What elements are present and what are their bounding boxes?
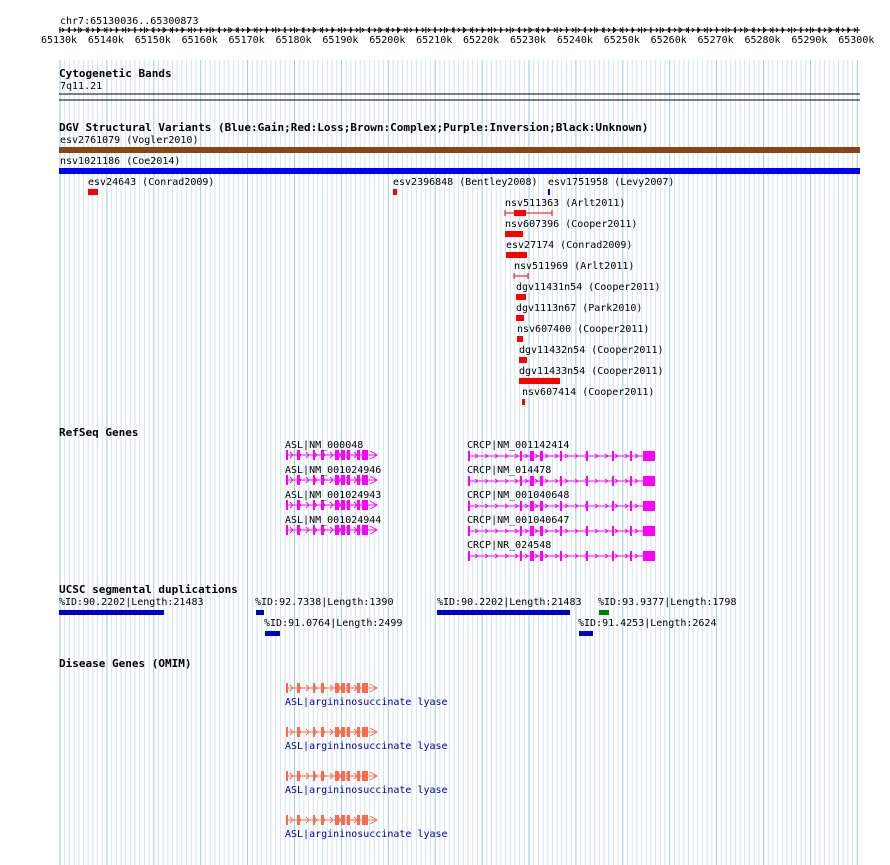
gene-exon (612, 551, 614, 561)
dgv-feature-bar (516, 294, 526, 300)
gene-exon (313, 683, 315, 693)
gene-exon (586, 526, 588, 536)
gene-exon (297, 500, 300, 510)
gene-exon (335, 525, 339, 535)
gene-exon (335, 500, 339, 510)
gene-exon (630, 526, 632, 536)
gene-exon (341, 683, 345, 693)
gene-exon (335, 475, 339, 485)
gene-exon (643, 476, 655, 486)
gene-exon (347, 771, 350, 781)
gene-exon (341, 771, 345, 781)
gene-exon (357, 525, 360, 535)
ruler-tick-label: 65160k (181, 35, 218, 46)
gene-exon (335, 815, 339, 825)
segdup-feature-bar (579, 631, 593, 636)
gene-exon (313, 727, 315, 737)
dgv-feature-label[interactable]: esv1751958 (Levy2007) (548, 177, 675, 188)
gene-exon (560, 501, 562, 511)
refseq-gene-label[interactable]: ASL|NM_001024943 (285, 490, 382, 501)
gene-exon (643, 551, 655, 561)
gene-exon (286, 815, 288, 825)
dgv-feature-bar (59, 147, 860, 153)
gene-exon (297, 727, 300, 737)
segdup-feature-label[interactable]: %ID:91.4253|Length:2624 (578, 618, 717, 629)
refseq-gene-label[interactable]: CRCP|NM_001040648 (467, 490, 570, 501)
dgv-feature-label[interactable]: nsv511363 (Arlt2011) (505, 198, 626, 209)
gene-exon (362, 727, 368, 737)
gene-exon (540, 551, 543, 561)
gene-exon (347, 815, 350, 825)
gene-exon (540, 476, 543, 486)
dgv-feature-bar (519, 378, 560, 384)
gene-exon (297, 815, 300, 825)
gene-exon (286, 683, 288, 693)
position-label: chr7:65130036..65300873 (60, 16, 199, 27)
gene-exon (297, 525, 300, 535)
gene-exon (297, 475, 300, 485)
gene-exon (612, 451, 614, 461)
segdup-feature-label[interactable]: %ID:92.7338|Length:1390 (255, 597, 394, 608)
ruler-tick-label: 65270k (697, 35, 734, 46)
gene-exon (612, 476, 614, 486)
gene-exon (341, 525, 345, 535)
gene-exon (630, 551, 632, 561)
gene-exon (520, 501, 522, 511)
gene-exon (313, 815, 315, 825)
gene-exon (335, 683, 339, 693)
gene-exon (286, 525, 288, 535)
gene-exon (357, 771, 360, 781)
ruler-tick-label: 65190k (322, 35, 359, 46)
omim-gene-label[interactable]: ASL|argininosuccinate lyase (285, 829, 448, 840)
gene-exon (630, 451, 632, 461)
segdup-feature-bar (599, 610, 609, 615)
dgv-feature-label[interactable]: dgv1113n67 (Park2010) (516, 303, 643, 314)
gene-exon (520, 526, 522, 536)
ruler-tick-label: 65140k (87, 35, 124, 46)
gene-exon (468, 451, 470, 461)
dgv-track-title[interactable]: DGV Structural Variants (Blue:Gain;Red:Loss;Brown:Complex;Purple:Inversion;Black:Unknown) (59, 121, 649, 134)
gene-exon (313, 500, 315, 510)
gene-exon (362, 771, 368, 781)
gene-exon (560, 526, 562, 536)
gene-exon (313, 771, 315, 781)
dgv-feature-bar (519, 357, 527, 363)
gene-exon (313, 475, 315, 485)
gene-exon (341, 450, 345, 460)
ruler-tick-label: 65300k (838, 35, 875, 46)
gene-exon (321, 450, 324, 460)
dgv-feature-label[interactable]: esv2761079 (Vogler2010) (60, 135, 199, 146)
ruler-tick-label: 65200k (369, 35, 406, 46)
omim-track-title[interactable]: Disease Genes (OMIM) (59, 657, 192, 670)
gene-exon (347, 525, 350, 535)
cytoband-label[interactable]: 7q11.21 (60, 81, 103, 92)
dgv-feature-bar (88, 189, 98, 195)
segdup-track-title[interactable]: UCSC segmental duplications (59, 583, 238, 596)
dgv-feature-bar (505, 231, 523, 237)
gene-exon (362, 450, 368, 460)
gene-exon (468, 476, 470, 486)
ruler-tick-label: 65290k (791, 35, 828, 46)
gene-exon (286, 450, 288, 460)
segdup-feature-bar (256, 610, 264, 615)
gene-exon (347, 500, 350, 510)
dgv-feature-bar (514, 210, 526, 216)
dgv-feature-label[interactable]: nsv511969 (Arlt2011) (514, 261, 635, 272)
gene-exon (520, 551, 522, 561)
gene-exon (560, 451, 562, 461)
gene-exon (321, 771, 324, 781)
dgv-feature-label[interactable]: esv27174 (Conrad2009) (506, 240, 633, 251)
gene-exon (286, 727, 288, 737)
gene-exon (341, 500, 345, 510)
omim-gene-label[interactable]: ASL|argininosuccinate lyase (285, 785, 448, 796)
ruler-tick-label: 65250k (603, 35, 640, 46)
gene-exon (612, 526, 614, 536)
gene-exon (520, 476, 522, 486)
dgv-feature-bar (517, 336, 523, 342)
segdup-feature-label[interactable]: %ID:90.2202|Length:21483 (437, 597, 582, 608)
ruler-tick-label: 65150k (134, 35, 171, 46)
gene-exon (313, 525, 315, 535)
dgv-feature-label[interactable]: esv2396848 (Bentley2008) (393, 177, 538, 188)
cytoband-track-title[interactable]: Cytogenetic Bands (59, 67, 172, 80)
refseq-track-title[interactable]: RefSeq Genes (59, 426, 139, 439)
gene-exon (321, 500, 324, 510)
gene-exon (297, 771, 300, 781)
gene-exon (341, 475, 345, 485)
gene-exon (335, 727, 339, 737)
gene-exon (286, 771, 288, 781)
dgv-feature-bar (516, 315, 524, 321)
gene-exon (362, 815, 368, 825)
gene-exon (347, 475, 350, 485)
refseq-gene-label[interactable]: CRCP|NM_014478 (467, 465, 552, 476)
gene-exon (347, 727, 350, 737)
gene-exon (347, 450, 350, 460)
gene-exon (297, 683, 300, 693)
gene-exon (643, 451, 655, 461)
gene-exon (362, 525, 368, 535)
gene-exon (362, 475, 368, 485)
gene-exon (630, 501, 632, 511)
segdup-feature-label[interactable]: %ID:90.2202|Length:21483 (59, 597, 204, 608)
dgv-feature-label[interactable]: nsv607396 (Cooper2011) (505, 219, 638, 230)
gene-exon (540, 526, 543, 536)
gene-exon (530, 476, 534, 486)
ruler-tick-label: 65220k (463, 35, 500, 46)
gene-exon (357, 450, 360, 460)
gene-exon (468, 551, 470, 561)
gene-exon (347, 683, 350, 693)
dgv-feature-bar (506, 252, 527, 258)
gene-exon (357, 475, 360, 485)
ruler-tick-label: 65240k (556, 35, 593, 46)
ruler-tick-label: 65180k (275, 35, 312, 46)
segdup-feature-label[interactable]: %ID:91.0764|Length:2499 (264, 618, 403, 629)
dgv-feature-label[interactable]: nsv607400 (Cooper2011) (517, 324, 650, 335)
gene-exon (362, 683, 368, 693)
dgv-feature-label[interactable]: dgv11431n54 (Cooper2011) (516, 282, 661, 293)
refseq-gene-label[interactable]: ASL|NM_001024946 (285, 465, 382, 476)
ruler (59, 27, 860, 33)
gene-exon (612, 501, 614, 511)
ruler-tick-label: 65130k (40, 35, 78, 46)
refseq-gene-label[interactable]: CRCP|NM_001142414 (467, 440, 570, 451)
gene-exon (530, 501, 534, 511)
gene-exon (286, 475, 288, 485)
gene-exon (357, 815, 360, 825)
gene-exon (540, 501, 543, 511)
gene-exon (586, 451, 588, 461)
ruler-tick-label: 65280k (744, 35, 781, 46)
refseq-gene-label[interactable]: ASL|NM_001024944 (285, 515, 382, 526)
gene-exon (520, 451, 522, 461)
gene-exon (297, 450, 300, 460)
gene-exon (357, 683, 360, 693)
segdup-feature-bar (59, 610, 164, 615)
gene-exon (335, 771, 339, 781)
gene-exon (630, 476, 632, 486)
refseq-gene-label[interactable]: CRCP|NR_024548 (467, 540, 552, 551)
dgv-feature-bar (522, 399, 525, 405)
dgv-feature-label[interactable]: dgv11432n54 (Cooper2011) (519, 345, 664, 356)
gene-exon (586, 551, 588, 561)
gene-exon (321, 475, 324, 485)
gene-exon (560, 551, 562, 561)
segdup-feature-bar (265, 631, 280, 636)
gene-exon (362, 500, 368, 510)
gene-exon (335, 450, 339, 460)
dgv-feature-bar (393, 189, 397, 195)
gene-exon (357, 500, 360, 510)
gene-exon (586, 501, 588, 511)
refseq-gene-label[interactable]: CRCP|NM_001040647 (467, 515, 570, 526)
dgv-feature-label[interactable]: esv24643 (Conrad2009) (88, 177, 215, 188)
gene-exon (321, 683, 324, 693)
gene-exon (341, 727, 345, 737)
ruler-tick-label: 65210k (416, 35, 453, 46)
ruler-tick-label: 65230k (509, 35, 547, 46)
dgv-feature-label[interactable]: nsv607414 (Cooper2011) (522, 387, 655, 398)
gene-exon (643, 526, 655, 536)
gene-exon (530, 551, 534, 561)
gene-exon (321, 815, 324, 825)
gene-exon (540, 451, 543, 461)
omim-gene-label[interactable]: ASL|argininosuccinate lyase (285, 741, 448, 752)
dgv-feature-bar (548, 189, 550, 195)
dgv-feature-label[interactable]: nsv1021186 (Coe2014) (60, 156, 181, 167)
ruler-tick-label: 65170k (228, 35, 265, 46)
gene-exon (341, 815, 345, 825)
gene-exon (321, 727, 324, 737)
omim-gene-label[interactable]: ASL|argininosuccinate lyase (285, 697, 448, 708)
dgv-feature-bar (59, 168, 860, 174)
gene-exon (321, 525, 324, 535)
segdup-feature-bar (437, 610, 570, 615)
gene-exon (313, 450, 315, 460)
gene-exon (286, 500, 288, 510)
ruler-tick-label: 65260k (650, 35, 687, 46)
gene-exon (530, 526, 534, 536)
refseq-gene-label[interactable]: ASL|NM_000048 (285, 440, 364, 451)
gene-exon (530, 451, 534, 461)
gene-exon (643, 501, 655, 511)
gene-exon (468, 501, 470, 511)
gene-exon (357, 727, 360, 737)
segdup-feature-label[interactable]: %ID:93.9377|Length:1798 (598, 597, 737, 608)
dgv-feature-label[interactable]: dgv11433n54 (Cooper2011) (519, 366, 664, 377)
gene-exon (468, 526, 470, 536)
gene-exon (586, 476, 588, 486)
gene-exon (560, 476, 562, 486)
